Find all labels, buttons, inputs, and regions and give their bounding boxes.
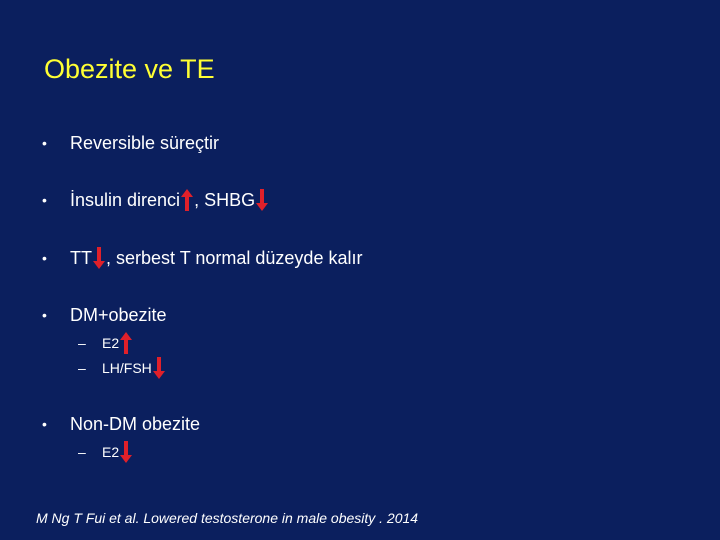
bullet-text: İnsulin direnci	[70, 190, 181, 210]
bullet-item	[42, 303, 167, 327]
up-arrow-icon	[120, 332, 132, 354]
bullet-marker: •	[42, 192, 47, 208]
slide-title: Obezite ve TE	[44, 54, 215, 84]
sub-item	[78, 332, 133, 354]
sub-text: E2	[102, 444, 120, 460]
sub-text: E2	[102, 335, 120, 351]
sub-item	[78, 357, 166, 379]
bullet-text: Reversible süreçtir	[70, 133, 220, 153]
citation: M Ng T Fui et al. Lowered testosterone in male obesity . 2014	[36, 510, 419, 526]
bullet-item	[42, 412, 200, 436]
bullet-marker: •	[42, 416, 47, 432]
bullet-marker: •	[42, 135, 47, 151]
sub-text: LH/FSH	[102, 360, 152, 376]
bullet-item	[42, 131, 219, 155]
sub-marker: –	[78, 360, 86, 376]
bullet-item	[42, 246, 362, 270]
bullet-text: TT	[70, 248, 92, 268]
up-arrow-icon	[181, 189, 193, 211]
down-arrow-icon	[256, 189, 268, 211]
bullet-marker: •	[42, 307, 47, 323]
sub-marker: –	[78, 335, 86, 351]
bullet-text: DM+obezite	[70, 305, 167, 325]
down-arrow-icon	[153, 357, 165, 379]
down-arrow-icon	[93, 247, 105, 269]
bullet-marker: •	[42, 250, 47, 266]
down-arrow-icon	[120, 441, 132, 463]
bullet-text: , SHBG	[194, 190, 256, 210]
bullet-text: Non-DM obezite	[70, 414, 201, 434]
bullet-text: , serbest T normal düzeyde kalır	[106, 248, 363, 268]
sub-marker: –	[78, 444, 86, 460]
sub-item	[78, 441, 133, 463]
bullet-item	[42, 188, 269, 212]
